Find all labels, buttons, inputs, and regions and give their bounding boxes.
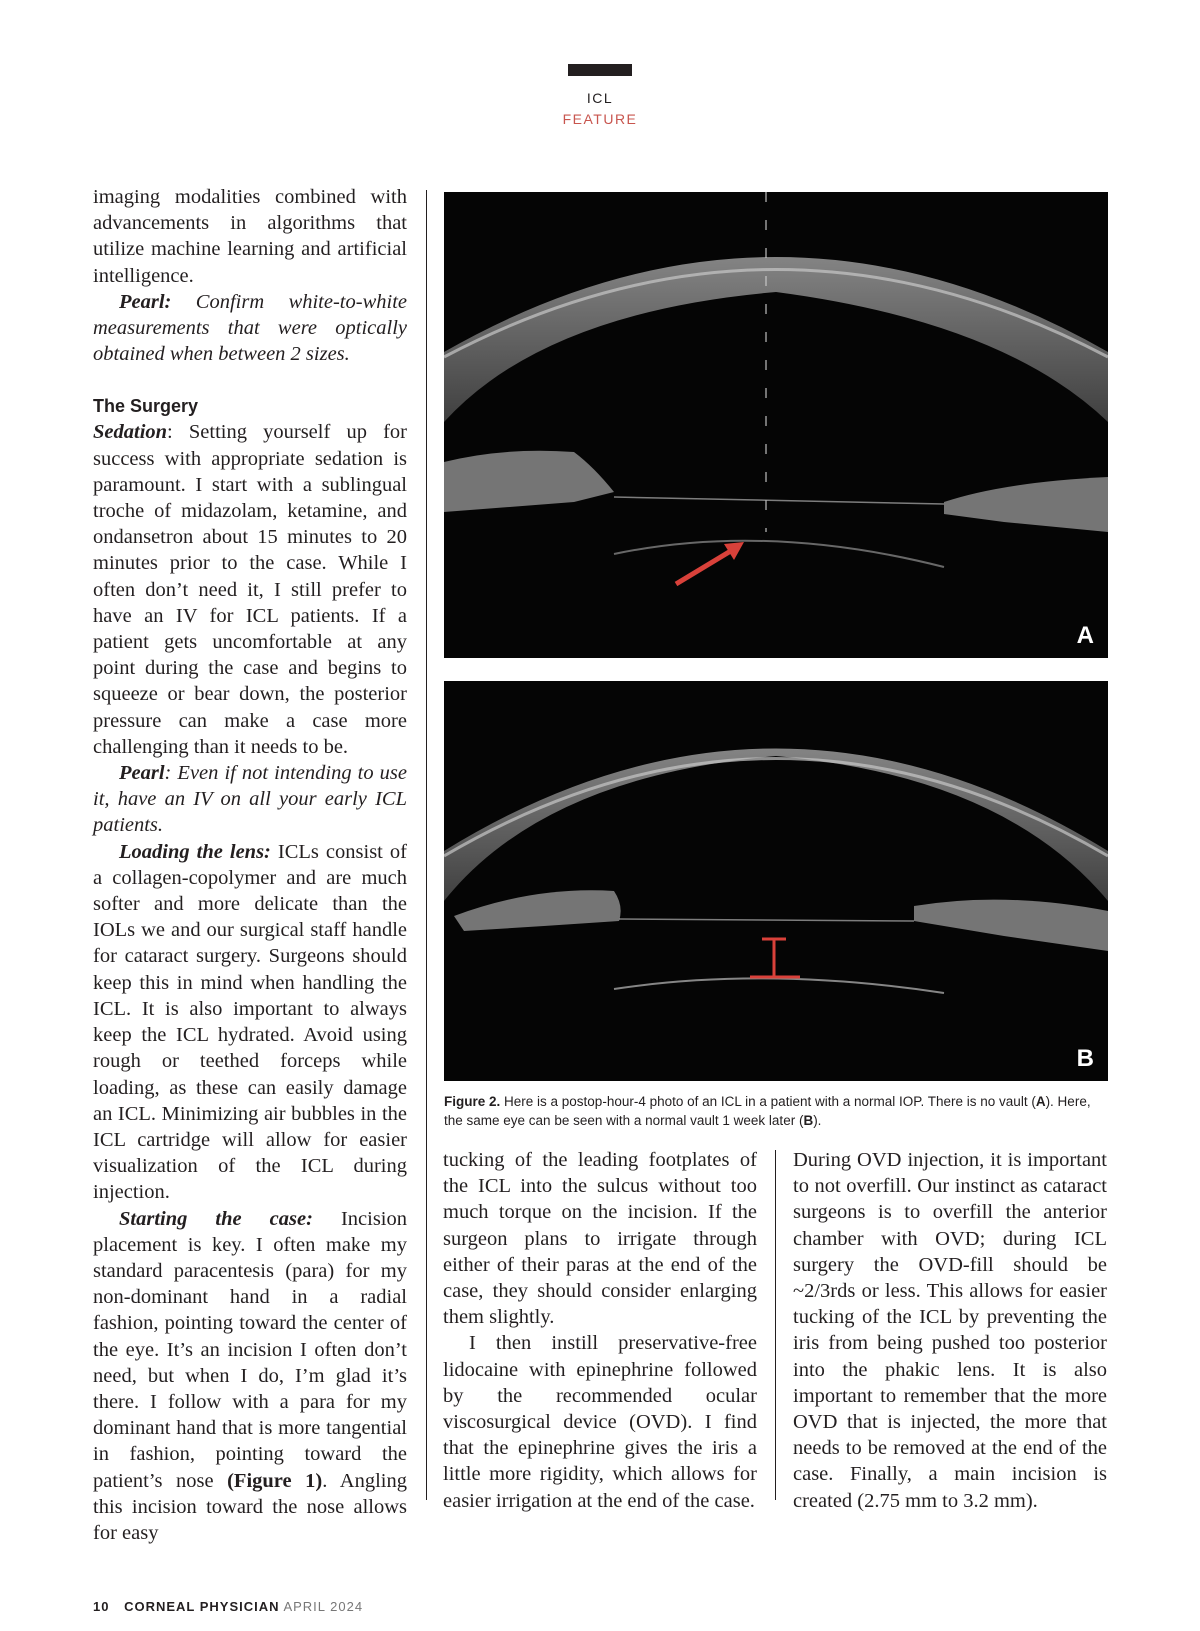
sedation-text: : Setting yourself up for success with appropriate sedation is paramount. I start with a sublingual troche of midazolam, ketamine, and ondansetron about 15 minutes to 20 minutes prior to the case. While I often don’t need it, I still prefer to have an IV for ICL patients. If a patient gets uncomfortable at any point during the case and begins to squeeze or bear down, the posterior pressure can make a case more challenging than it needs to be.: [93, 421, 407, 758]
page-number: 10: [93, 1599, 110, 1614]
section-heading: The Surgery: [93, 396, 199, 417]
left-column: [93, 184, 407, 1546]
caption-ref-a: A: [1035, 1094, 1046, 1109]
starting-lead: Starting the case:: [119, 1207, 313, 1230]
caption-text: ). Here, the same eye can be seen with a normal vault 1 week later (: [444, 1094, 1091, 1128]
pearl-text: : Even if not intending to use it, have an IV on all your early ICL patients.: [93, 762, 407, 837]
sedation-lead: Sedation: [93, 421, 168, 444]
oct-scan-b: [444, 681, 1108, 1081]
panel-label-b: B: [1076, 1045, 1094, 1072]
loading-text: ICLs consist of a collagen-copolymer and are much softer and more delicate than the IOLs we and our surgical staff handle for cataract surgery. Surgeons should keep this in mind when handling the ICL. It is also important to always keep the ICL hydrated. Avoid using rough or teethed forceps while loading, as these can easily damage an ICL. Minimizing air bubbles in the ICL cartridge will allow for easier visualization of the ICL during injection.: [93, 840, 407, 1204]
header-bar: [568, 64, 632, 76]
panel-label-a: A: [1076, 622, 1094, 649]
pearl-text: Confirm white-to-white measurements that were optically obtained when between 2 sizes.: [93, 290, 407, 366]
caption-ref-b: B: [803, 1113, 814, 1128]
column-divider: [426, 190, 427, 1500]
sedation-paragraph: [93, 419, 407, 760]
pearl-paragraph: [93, 289, 407, 368]
starting-paragraph: [93, 1206, 407, 1547]
right-column: [793, 1147, 1107, 1514]
caption-text: ).: [813, 1113, 822, 1128]
caption-text: Here is a postop-hour-4 photo of an ICL in a patient with a normal IOP. There is no vault (: [500, 1094, 1036, 1109]
paragraph: I then instill preservative-free lidocaine with epinephrine followed by the recommended ocular viscosurgical device (OVD). I find that the epinephrine gives the iris a little more rigidity, which allows for easier irrigation at the end of the case.: [443, 1332, 757, 1512]
starting-text: Incision placement is key. I often make my standard paracentesis (para) for my non-dominant hand in a radial fashion, pointing toward the center of the eye. It’s an incision I often don’t need, but when I do, I’m glad it’s there. I follow with a para for my dominant hand that is more tangential in fashion, pointing toward the patient’s nose: [93, 1207, 407, 1492]
paragraph: imaging modalities combined with advancements in algorithms that utilize machine learning and artificial intelligence.: [93, 186, 407, 287]
feature-label: FEATURE: [562, 111, 638, 127]
figure-reference: (Figure 1): [227, 1469, 323, 1492]
publication-name: CORNEAL PHYSICIAN: [124, 1599, 280, 1614]
figure-caption: [444, 1092, 1108, 1130]
oct-scan-a: [444, 192, 1108, 658]
section-label: ICL: [586, 90, 614, 106]
loading-lead: Loading the lens:: [119, 840, 271, 863]
page-footer: [93, 1599, 363, 1614]
middle-column: [443, 1147, 757, 1514]
pearl-lead: Pearl:: [119, 290, 172, 313]
paragraph: tucking of the leading footplates of the ICL into the sulcus without too much torque on the incision. If the surgeon plans to irrigate through either of their paras at the end of the case, they should consider enlarging them slightly.: [443, 1149, 757, 1329]
pearl-paragraph: [93, 760, 407, 839]
caption-title: Figure 2.: [444, 1094, 501, 1109]
paragraph: During OVD injection, it is important to not overfill. Our instinct as cataract surgeons is to overfill the anterior chamber with OVD; during ICL surgery the OVD-fill should be ~2/3rds or less. This allows for easier tucking of the ICL by preventing the iris from being pushed too posterior into the phakic lens. It is also important to remember that the more OVD that is injected, the more that needs to be removed at the end of the case. Finally, a main incision is created (2.75 mm to 3.2 mm).: [793, 1149, 1107, 1512]
pearl-lead: Pearl: [119, 762, 165, 785]
oct-image-panel-b: [444, 681, 1108, 1081]
starting-end: . Angling this incision toward the nose allows for easy: [93, 1469, 407, 1544]
loading-paragraph: [93, 839, 407, 1206]
issue-date: APRIL 2024: [283, 1599, 364, 1614]
oct-image-panel-a: [444, 192, 1108, 658]
column-divider: [775, 1150, 776, 1500]
